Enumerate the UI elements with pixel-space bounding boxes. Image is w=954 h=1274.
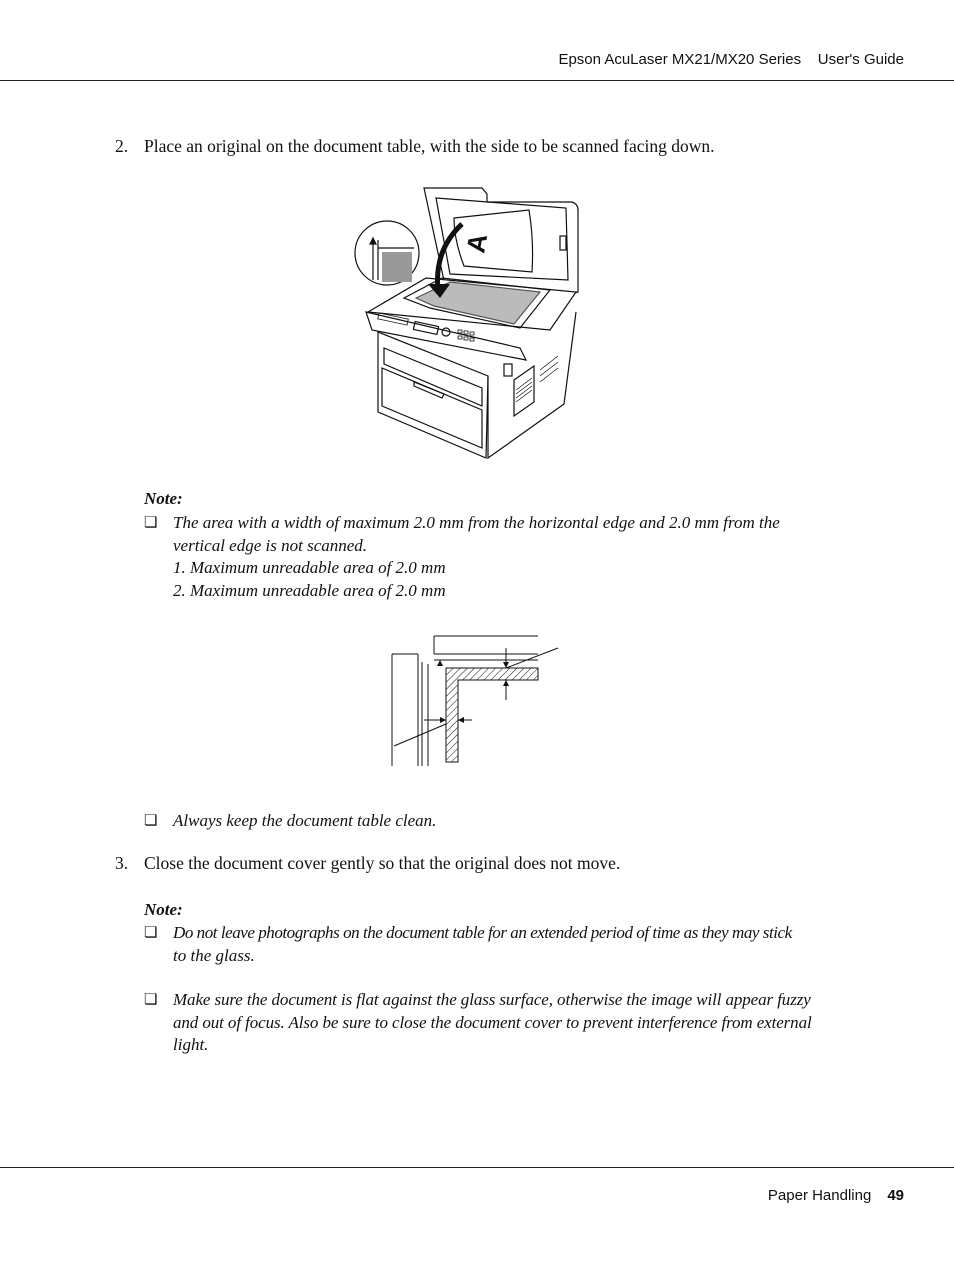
note-2-item-1-line-1: Do not leave photographs on the document table for an extended period of time as they may stick: [173, 923, 792, 942]
checkbox-bullet-icon: ❏: [144, 813, 158, 829]
step-text: Close the document cover gently so that the original does not move.: [144, 853, 621, 873]
scanner-illustration: [354, 180, 580, 467]
footer-rule: [0, 1167, 954, 1168]
scanner-drawing: [354, 180, 580, 462]
note-2-item-1-line-2: to the glass.: [173, 945, 255, 965]
header-guide: User's Guide: [817, 51, 904, 68]
step-text: Place an original on the document table, with the side to be scanned facing down.: [144, 136, 715, 156]
note-2-item-2-line-3: light.: [173, 1035, 209, 1054]
note-1-item-1-line-2: vertical edge is not scanned.: [173, 535, 368, 555]
page-footer: [768, 1187, 904, 1204]
header-title: Epson AcuLaser MX21/MX20 Series: [558, 51, 802, 68]
note-2-item-2-line-1: Make sure the document is flat against the glass surface, otherwise the image will appear fuzzy: [173, 990, 811, 1009]
original-letter: A: [460, 231, 494, 256]
page-number: 49: [887, 1187, 904, 1204]
unreadable-area-diagram: [388, 634, 564, 775]
note-1-title: Note:: [144, 489, 183, 508]
note-2-title: Note:: [144, 900, 183, 919]
page-header: [558, 51, 904, 68]
note-1-item-2-text: Always keep the document table clean.: [173, 811, 437, 830]
checkbox-bullet-icon: ❏: [144, 515, 158, 531]
step-2: [115, 136, 715, 157]
note-2-item-2-line-2: and out of focus. Also be sure to close the document cover to prevent interference from external: [173, 1012, 812, 1032]
note-1-item-1-line-3: 1. Maximum unreadable area of 2.0 mm: [173, 558, 446, 577]
note-1-item-1-line-1: The area with a width of maximum 2.0 mm from the horizontal edge and 2.0 mm from the: [173, 513, 780, 532]
step-number: 2.: [115, 136, 129, 156]
margin-drawing: [388, 634, 564, 770]
header-rule: [0, 80, 954, 81]
checkbox-bullet-icon: ❏: [144, 925, 158, 941]
step-number: 3.: [115, 853, 129, 873]
footer-section: Paper Handling: [767, 1187, 872, 1204]
note-1-item-1-line-4: 2. Maximum unreadable area of 2.0 mm: [173, 580, 446, 600]
step-3: [115, 853, 620, 874]
checkbox-bullet-icon: ❏: [144, 992, 158, 1008]
